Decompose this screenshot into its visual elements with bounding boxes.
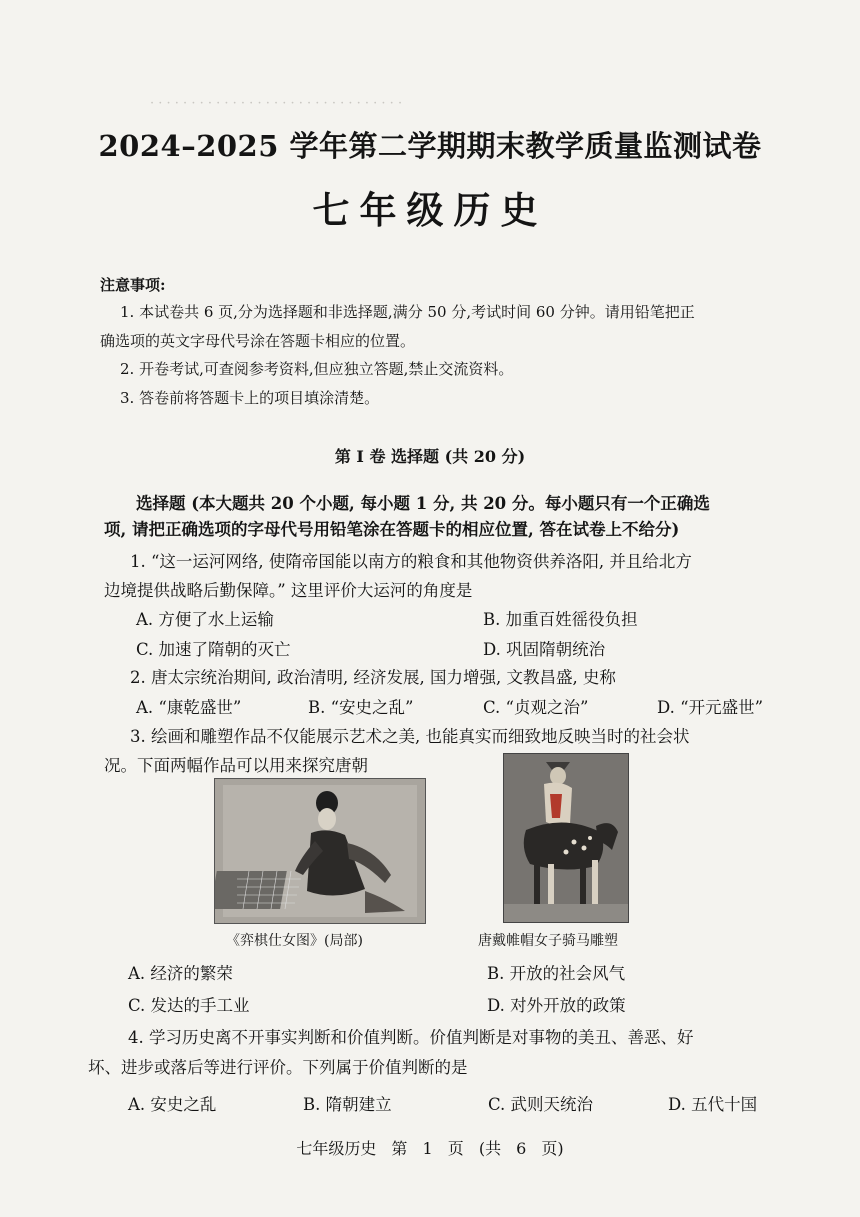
notice-heading: 注意事项: (100, 276, 166, 294)
sculpture-illustration (504, 754, 628, 922)
instruction-line-1 (136, 490, 710, 514)
painting-illustration (215, 779, 425, 923)
notice-item-3: 3. 答卷前将答题卡上的项目填涂清楚。 (120, 389, 380, 407)
painting-image (214, 778, 426, 924)
instruction-line-2: 项, 请把正确选项的字母代号用铅笔涂在答题卡的相应位置, 答在试卷上不给分) (104, 520, 680, 539)
q1-stem-line-1: 1. “这一运河网络, 使隋帝国能以南方的粮食和其他物资供养洛阳, 并且给北方 (130, 552, 692, 571)
q1-option-c[interactable]: C. 加速了隋朝的灭亡 (136, 640, 291, 659)
q4-option-c[interactable]: C. 武则天统治 (488, 1095, 594, 1114)
notice-item-1-line-2: 确选项的英文字母代号涂在答题卡相应的位置。 (100, 332, 416, 350)
exam-title: 2024–2025 学年第二学期期末教学质量监测试卷 (98, 129, 762, 163)
q3-option-b[interactable]: B. 开放的社会风气 (487, 964, 626, 983)
q3-option-d[interactable]: D. 对外开放的政策 (487, 996, 626, 1015)
notice-item-1-line-1: 1. 本试卷共 6 页,分为选择题和非选择题,满分 50 分,考试时间 60 分钟。请用铅笔把正 (120, 303, 695, 321)
q3-stem-line-2: 况。下面两幅作品可以用来探究唐朝 (104, 756, 368, 775)
q4-option-a[interactable]: A. 安史之乱 (128, 1095, 217, 1114)
page-footer: 七年级历史 第 1 页 (共 6 页) (296, 1139, 564, 1158)
instruction-label: 选择题 (136, 494, 186, 513)
subject-title: 七年级历史 (312, 188, 548, 232)
sculpture-image (503, 753, 629, 923)
q2-option-d[interactable]: D. “开元盛世” (657, 698, 764, 717)
q1-option-a[interactable]: A. 方便了水上运输 (136, 610, 274, 629)
q1-option-d[interactable]: D. 巩固隋朝统治 (483, 640, 606, 659)
q3-stem-line-1: 3. 绘画和雕塑作品不仅能展示艺术之美, 也能真实而细致地反映当时的社会状 (130, 727, 690, 746)
section-heading: 第 I 卷 选择题 (共 20 分) (334, 447, 526, 466)
q4-option-d[interactable]: D. 五代十国 (668, 1095, 758, 1114)
caption-sculpture: 唐戴帷帽女子骑马雕塑 (478, 933, 618, 949)
q1-stem-line-2: 边境提供战略后勤保障。” 这里评价大运河的角度是 (104, 581, 473, 600)
q1-option-b[interactable]: B. 加重百姓徭役负担 (483, 610, 638, 629)
q3-option-a[interactable]: A. 经济的繁荣 (128, 964, 233, 983)
caption-painting: 《弈棋仕女图》(局部) (226, 933, 363, 949)
bleed-through-text: · · · · · · · · · · · · · · · · · · · · · · · · · · · · · · · (150, 96, 403, 111)
q2-stem: 2. 唐太宗统治期间, 政治清明, 经济发展, 国力增强, 文教昌盛, 史称 (130, 668, 616, 687)
q2-option-c[interactable]: C. “贞观之治” (483, 698, 589, 717)
q2-option-a[interactable]: A. “康乾盛世” (136, 698, 242, 717)
q4-stem-line-1: 4. 学习历史离不开事实判断和价值判断。价值判断是对事物的美丑、善恶、好 (128, 1028, 694, 1047)
q3-option-c[interactable]: C. 发达的手工业 (128, 996, 250, 1015)
q4-option-b[interactable]: B. 隋朝建立 (303, 1095, 392, 1114)
instruction-text-1: (本大题共 20 个小题, 每小题 1 分, 共 20 分。每小题只有一个正确选 (185, 494, 710, 513)
notice-item-2: 2. 开卷考试,可查阅参考资料,但应独立答题,禁止交流资料。 (120, 360, 514, 378)
q4-stem-line-2: 坏、进步或落后等进行评价。下列属于价值判断的是 (88, 1058, 468, 1077)
q2-option-b[interactable]: B. “安史之乱” (308, 698, 414, 717)
